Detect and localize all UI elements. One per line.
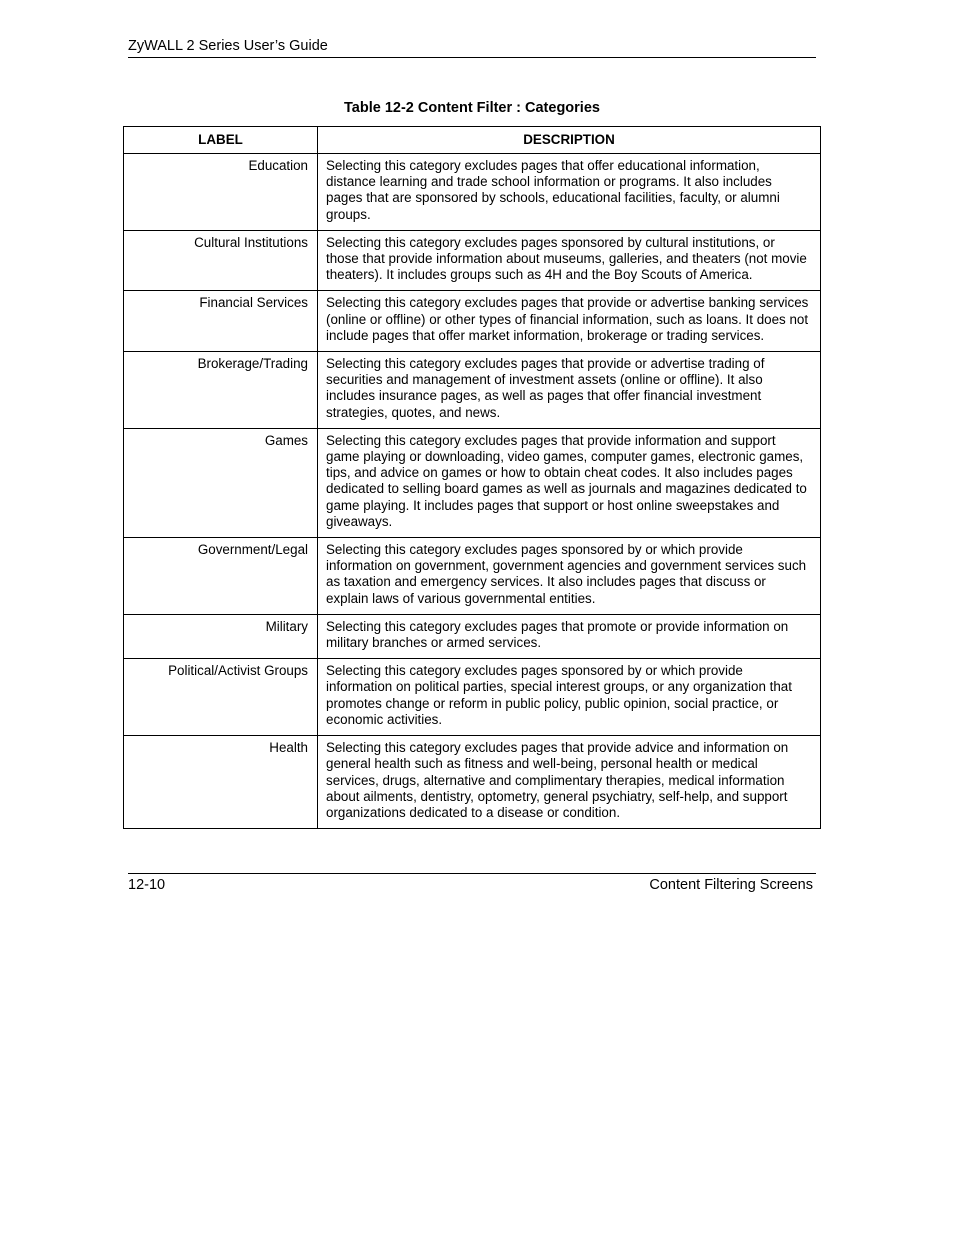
table-row: [124, 352, 821, 429]
table-row: [124, 659, 821, 736]
table-row: [124, 291, 821, 352]
table-row: [124, 428, 821, 537]
row-label: Military: [124, 614, 318, 658]
page-footer: [128, 873, 816, 893]
row-description: Selecting this category excludes pages sponsored by cultural institutions, or those that provide information about museums, galleries, and theaters (not movie theaters). It includes groups such as 4H and the Boy Scouts of America.: [318, 230, 821, 291]
table-caption: Table 12-2 Content Filter : Categories: [344, 100, 600, 116]
page-header: [128, 37, 816, 58]
row-label: Health: [124, 736, 318, 829]
row-label: Brokerage/Trading: [124, 352, 318, 429]
row-label: Cultural Institutions: [124, 230, 318, 291]
page-number: 12-10: [128, 877, 166, 893]
table-row: [124, 154, 821, 231]
column-header-description: DESCRIPTION: [318, 127, 821, 154]
row-label: Government/Legal: [124, 538, 318, 615]
row-description: Selecting this category excludes pages that offer educational information, distance learning and trade school information or programs. It also includes pages that are sponsored by schools, educational facilities, faculty, or alumni groups.: [318, 154, 821, 231]
categories-table: [123, 126, 821, 829]
table-header-row: [124, 127, 821, 154]
row-description: Selecting this category excludes pages that promote or provide information on military branches or armed services.: [318, 614, 821, 658]
table-row: [124, 230, 821, 291]
row-description: Selecting this category excludes pages that provide or advertise trading of securities and management of investment assets (online or offline). It also includes insurance pages, as well as pages that offer financial investment strategies, quotes, and news.: [318, 352, 821, 429]
table-row: [124, 538, 821, 615]
row-label: Political/Activist Groups: [124, 659, 318, 736]
section-name: Content Filtering Screens: [649, 877, 813, 893]
row-label: Games: [124, 428, 318, 537]
column-header-label: LABEL: [124, 127, 318, 154]
row-description: Selecting this category excludes pages sponsored by or which provide information on political parties, special interest groups, or any organization that promotes change or reform in public policy, public opinion, social practice, or economic activities.: [318, 659, 821, 736]
row-label: Financial Services: [124, 291, 318, 352]
document-title: ZyWALL 2 Series User’s Guide: [128, 38, 328, 54]
row-label: Education: [124, 154, 318, 231]
row-description: Selecting this category excludes pages that provide information and support game playing or downloading, video games, computer games, electronic games, tips, and advice on games or how to obtain cheat codes. It also includes pages dedicated to selling board games as well as journals and magazines dedicated to game playing. It includes pages that support or host online sweepstakes and giveaways.: [318, 428, 821, 537]
table-row: [124, 736, 821, 829]
row-description: Selecting this category excludes pages that provide advice and information on general health such as fitness and well-being, personal health or medical services, drugs, alternative and complimentary therapies, medical information about ailments, dentistry, optometry, general psychiatry, self-help, and support organizations dedicated to a disease or condition.: [318, 736, 821, 829]
row-description: Selecting this category excludes pages sponsored by or which provide information on government, government agencies and government services such as taxation and emergency services. It also includes pages that discuss or explain laws of various governmental entities.: [318, 538, 821, 615]
table-row: [124, 614, 821, 658]
row-description: Selecting this category excludes pages that provide or advertise banking services (online or offline) or other types of financial information, such as loans. It does not include pages that offer market information, brokerage or trading services.: [318, 291, 821, 352]
